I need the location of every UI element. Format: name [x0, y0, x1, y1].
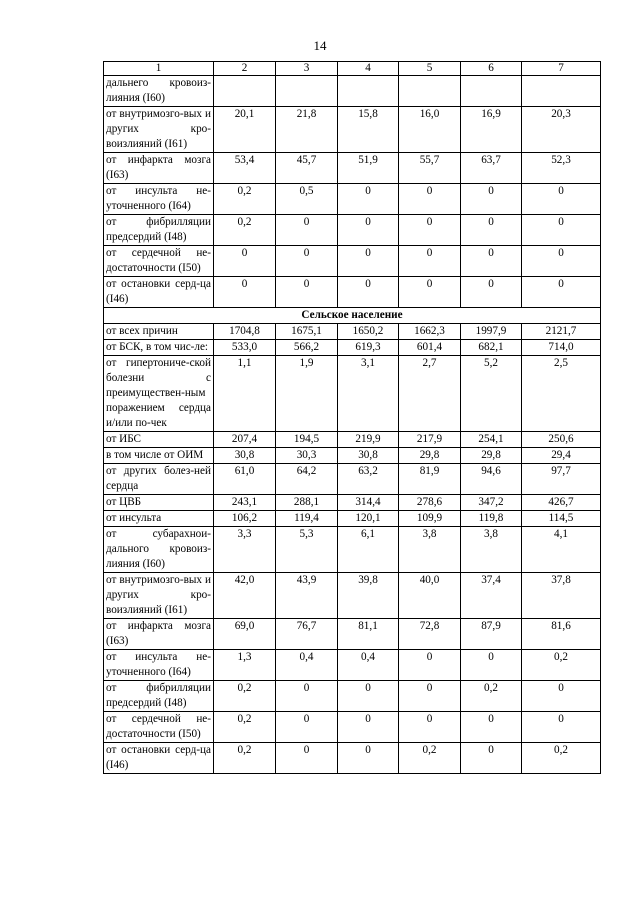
table-cell: 0 [276, 246, 338, 277]
table-cell: 0,2 [214, 215, 276, 246]
table-cell: 42,0 [214, 573, 276, 619]
table-cell: 0,2 [214, 184, 276, 215]
table-cell: 278,6 [399, 495, 461, 511]
table-cell [522, 76, 601, 107]
table-cell: 4,1 [522, 527, 601, 573]
table-cell: 2121,7 [522, 324, 601, 340]
table-cell: 29,8 [399, 448, 461, 464]
table-row [104, 107, 601, 153]
table-cell: 0,2 [214, 681, 276, 712]
table-row [104, 464, 601, 495]
table-cell [338, 76, 399, 107]
table-cell: 3,1 [338, 356, 399, 432]
table-row [104, 184, 601, 215]
table-cell: 3,3 [214, 527, 276, 573]
table-cell: 0 [276, 712, 338, 743]
table-cell: 0 [399, 681, 461, 712]
table-cell: 1675,1 [276, 324, 338, 340]
table-cell [214, 76, 276, 107]
table-cell: 0 [276, 681, 338, 712]
table-row [104, 573, 601, 619]
row-label: от фибрилляции предсердий (I48) [104, 215, 214, 246]
table-cell: 0 [461, 743, 522, 774]
urban-rows [104, 76, 601, 308]
table-cell: 120,1 [338, 511, 399, 527]
table-cell: 0 [276, 277, 338, 308]
table-cell: 81,9 [399, 464, 461, 495]
row-label: от ЦВБ [104, 495, 214, 511]
table-cell: 0 [461, 184, 522, 215]
table-cell: 0 [399, 184, 461, 215]
table-cell: 601,4 [399, 340, 461, 356]
table-row [104, 448, 601, 464]
table-cell: 40,0 [399, 573, 461, 619]
table-row [104, 76, 601, 107]
column-header: 7 [522, 62, 601, 76]
table-cell: 0,2 [214, 712, 276, 743]
table-row [104, 277, 601, 308]
row-label: от остановки серд-ца (I46) [104, 277, 214, 308]
table-cell: 30,8 [338, 448, 399, 464]
row-label: от других болез-ней сердца [104, 464, 214, 495]
table-cell: 0,2 [214, 743, 276, 774]
table-cell: 0 [214, 246, 276, 277]
row-label: дальнего кровоиз-лияния (I60) [104, 76, 214, 107]
table-cell: 5,3 [276, 527, 338, 573]
table-cell: 3,8 [461, 527, 522, 573]
table-row [104, 324, 601, 340]
table-cell: 53,4 [214, 153, 276, 184]
table-cell: 29,4 [522, 448, 601, 464]
table-cell: 0 [461, 215, 522, 246]
table-cell: 76,7 [276, 619, 338, 650]
table-cell: 43,9 [276, 573, 338, 619]
table-cell: 207,4 [214, 432, 276, 448]
table-cell: 81,1 [338, 619, 399, 650]
table-cell: 0 [461, 246, 522, 277]
table-cell: 619,3 [338, 340, 399, 356]
table-cell: 1662,3 [399, 324, 461, 340]
table-cell: 109,9 [399, 511, 461, 527]
table-row [104, 712, 601, 743]
table-cell: 0 [338, 246, 399, 277]
table-cell: 0 [399, 246, 461, 277]
table-cell: 69,0 [214, 619, 276, 650]
table-cell: 0,4 [276, 650, 338, 681]
row-label: от сердечной не-достаточности (I50) [104, 246, 214, 277]
table-cell: 0 [461, 712, 522, 743]
table-cell: 119,8 [461, 511, 522, 527]
table-cell: 97,7 [522, 464, 601, 495]
table-row [104, 153, 601, 184]
table-cell: 250,6 [522, 432, 601, 448]
table-cell: 288,1 [276, 495, 338, 511]
table-cell: 16,0 [399, 107, 461, 153]
table-row [104, 495, 601, 511]
table-cell: 0 [399, 277, 461, 308]
table-cell [461, 76, 522, 107]
table-cell: 0,5 [276, 184, 338, 215]
table-cell: 0 [522, 215, 601, 246]
table-cell: 21,8 [276, 107, 338, 153]
row-label: от БСК, в том чис-ле: [104, 340, 214, 356]
table-row [104, 681, 601, 712]
table-cell: 0,2 [461, 681, 522, 712]
table-cell: 119,4 [276, 511, 338, 527]
column-header: 4 [338, 62, 399, 76]
table-cell: 52,3 [522, 153, 601, 184]
table-cell: 20,1 [214, 107, 276, 153]
table-row [104, 340, 601, 356]
table-cell: 37,4 [461, 573, 522, 619]
table-row [104, 743, 601, 774]
table-cell: 194,5 [276, 432, 338, 448]
table-cell: 1650,2 [338, 324, 399, 340]
table-row [104, 432, 601, 448]
row-label: от ИБС [104, 432, 214, 448]
table-cell: 254,1 [461, 432, 522, 448]
page-number: 14 [313, 38, 327, 53]
table-cell: 16,9 [461, 107, 522, 153]
table-cell: 0 [399, 650, 461, 681]
table-cell: 114,5 [522, 511, 601, 527]
table-cell: 3,8 [399, 527, 461, 573]
table-cell: 0 [522, 712, 601, 743]
table-cell: 426,7 [522, 495, 601, 511]
row-label: от инсульта [104, 511, 214, 527]
table-cell: 217,9 [399, 432, 461, 448]
table-cell: 55,7 [399, 153, 461, 184]
table-cell: 0 [214, 277, 276, 308]
table-cell: 29,8 [461, 448, 522, 464]
table-cell: 0 [522, 681, 601, 712]
table-cell: 714,0 [522, 340, 601, 356]
table-cell: 106,2 [214, 511, 276, 527]
rural-rows [104, 324, 601, 774]
table-cell: 64,2 [276, 464, 338, 495]
table-cell: 45,7 [276, 153, 338, 184]
table-cell: 87,9 [461, 619, 522, 650]
table-cell [276, 76, 338, 107]
section-title: Сельское население [104, 308, 601, 324]
table-cell: 0 [399, 215, 461, 246]
table-cell: 1,3 [214, 650, 276, 681]
table-cell: 0,4 [338, 650, 399, 681]
row-label: в том числе от ОИМ [104, 448, 214, 464]
table-cell: 0 [276, 215, 338, 246]
table-cell: 51,9 [338, 153, 399, 184]
row-label: от фибрилляции предсердий (I48) [104, 681, 214, 712]
table-cell: 0 [338, 681, 399, 712]
table-cell: 243,1 [214, 495, 276, 511]
column-header: 2 [214, 62, 276, 76]
table-cell: 0 [276, 743, 338, 774]
table-cell: 0 [522, 246, 601, 277]
table-cell: 0,2 [522, 743, 601, 774]
row-label: от инсульта не-уточненного (I64) [104, 650, 214, 681]
row-label: от инфаркта мозга (I63) [104, 153, 214, 184]
table-cell: 533,0 [214, 340, 276, 356]
table-cell: 15,8 [338, 107, 399, 153]
table-row [104, 246, 601, 277]
row-label: от внутримозго-вых и других кро-воизлияний (I61) [104, 107, 214, 153]
table-cell: 37,8 [522, 573, 601, 619]
row-label: от субарахнои-дального кровоиз-лияния (I60) [104, 527, 214, 573]
column-header: 1 [104, 62, 214, 76]
section-row [104, 308, 601, 324]
table-cell: 94,6 [461, 464, 522, 495]
table-cell: 219,9 [338, 432, 399, 448]
table-cell: 682,1 [461, 340, 522, 356]
table-cell: 1,1 [214, 356, 276, 432]
table-cell: 2,5 [522, 356, 601, 432]
table-cell: 61,0 [214, 464, 276, 495]
row-label: от остановки серд-ца (I46) [104, 743, 214, 774]
table-cell: 0,2 [399, 743, 461, 774]
table-cell: 6,1 [338, 527, 399, 573]
table-cell: 1997,9 [461, 324, 522, 340]
table-cell: 2,7 [399, 356, 461, 432]
table-cell: 63,2 [338, 464, 399, 495]
row-label: от внутримозго-вых и других кро-воизлияний (I61) [104, 573, 214, 619]
table-cell: 1704,8 [214, 324, 276, 340]
table-cell: 72,8 [399, 619, 461, 650]
table-cell: 30,3 [276, 448, 338, 464]
table-row [104, 215, 601, 246]
column-header: 3 [276, 62, 338, 76]
table-cell: 1,9 [276, 356, 338, 432]
table-cell: 0 [522, 277, 601, 308]
table-cell: 81,6 [522, 619, 601, 650]
table-cell: 30,8 [214, 448, 276, 464]
row-label: от сердечной не-достаточности (I50) [104, 712, 214, 743]
table-cell: 0,2 [522, 650, 601, 681]
header-row [104, 62, 601, 76]
table-cell: 0 [338, 277, 399, 308]
column-header: 6 [461, 62, 522, 76]
table-cell: 0 [522, 184, 601, 215]
table-cell: 0 [338, 712, 399, 743]
table-cell: 20,3 [522, 107, 601, 153]
table-row [104, 511, 601, 527]
table-cell: 347,2 [461, 495, 522, 511]
table-cell [399, 76, 461, 107]
table-cell: 314,4 [338, 495, 399, 511]
table-cell: 566,2 [276, 340, 338, 356]
table-cell: 0 [338, 215, 399, 246]
table-cell: 0 [338, 184, 399, 215]
table-cell: 0 [461, 277, 522, 308]
table-cell: 0 [338, 743, 399, 774]
table-row [104, 527, 601, 573]
row-label: от гипертониче-ской болезни с преимуществен-ным поражением сердца и/или по-чек [104, 356, 214, 432]
table-cell: 0 [399, 712, 461, 743]
table-cell: 63,7 [461, 153, 522, 184]
column-header: 5 [399, 62, 461, 76]
table-cell: 0 [461, 650, 522, 681]
row-label: от инсульта не-уточненного (I64) [104, 184, 214, 215]
table-row [104, 619, 601, 650]
table-cell: 39,8 [338, 573, 399, 619]
table-row [104, 356, 601, 432]
table-cell: 5,2 [461, 356, 522, 432]
mortality-table [103, 61, 601, 774]
row-label: от инфаркта мозга (I63) [104, 619, 214, 650]
table-row [104, 650, 601, 681]
row-label: от всех причин [104, 324, 214, 340]
